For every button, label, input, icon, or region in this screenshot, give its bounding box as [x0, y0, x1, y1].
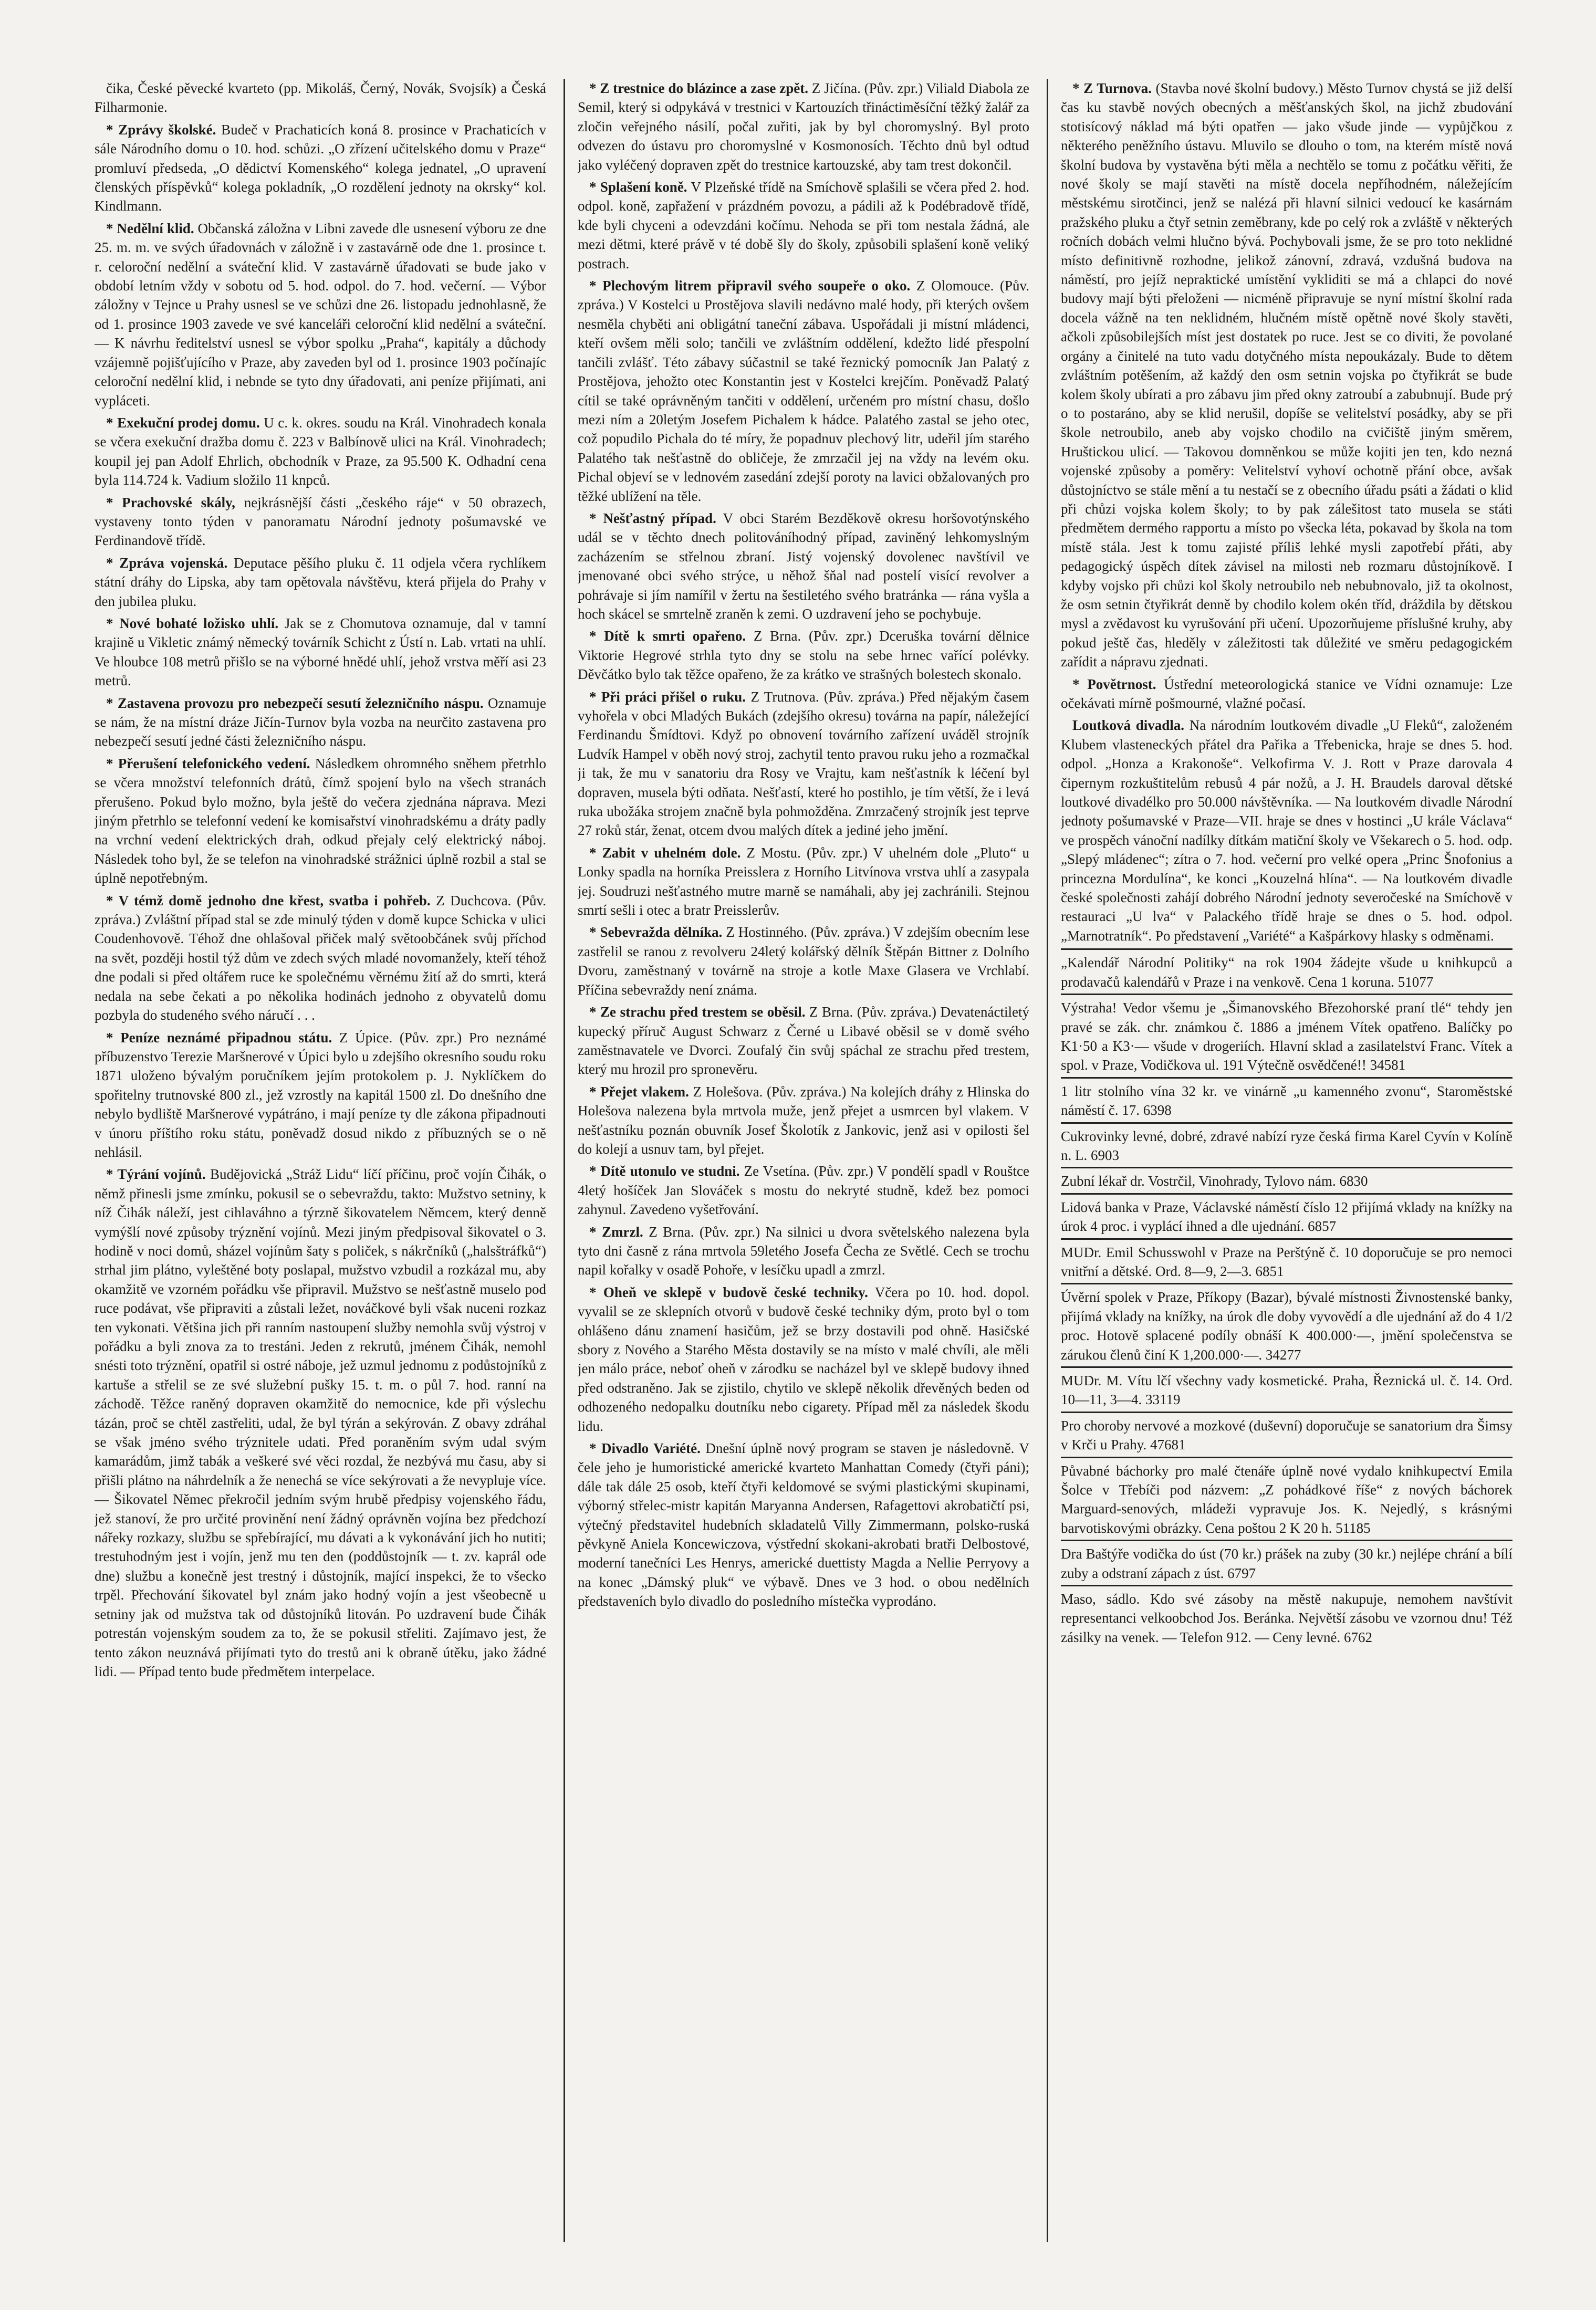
news-headline: * Při práci přišel o ruku. — [589, 688, 746, 705]
news-body: Z Úpice. (Pův. zpr.) Pro neznámé příbuzenstvo Terezie Maršnerové v Úpici bylo u zdejšího okresního soudu roku 1871 uloženo bývalým poručníkem jejím protokolem p. J. Nyklíčkem do spořitelny trutnovské 800 zl., jež vzrostly na kapitál 1500 zl. Do dnešního dne nebylo bydliště Maršnerové vypátráno, i mají peníze ty dle zákona připadnouti v únoru příštího roku státu, poněvadž dosud nikdo z příbuzných se o ně nehlásil. — [95, 1029, 546, 1160]
news-body: Ústřední meteorologická stanice ve Vídni oznamuje: Lze očekávati mírně pošmourné, vlažné počasí. — [1061, 676, 1512, 711]
column-1 — [95, 79, 546, 2242]
news-item — [1061, 716, 1512, 945]
advertisement — [1061, 1122, 1512, 1167]
news-headline: * Zabit v uhelném dole. — [589, 844, 741, 861]
news-body: U c. k. okres. soudu na Král. Vinohradech konala se včera exekuční dražba domu č. 223 v Balbínově ulici na Král. Vinohradech; koupil jej pan Adolf Ehrlich, obchodník v Praze, za 95.500 K. Odhadní cena byla 114.724 k. Vadium složilo 11 knpců. — [95, 414, 546, 488]
news-body: nejkrásnější části „českého ráje“ v 50 obrazech, vystaveny tonto týden v panoramatu Národní jednoty pošumavské ve Ferdinandově třídě. — [95, 494, 546, 549]
news-body: Z Mostu. (Pův. zpr.) V uhelném dole „Pluto“ u Lonky spadla na horníka Preisslera z Horního Litvínova vrstva uhlí a zasypala jej. Soudruzi nešťastného mutre marně se namáhali, aby jej zachránili. Stejnou smrtí sešli i otec a bratr Preisslerův. — [578, 844, 1029, 918]
ad-text: MUDr. Emil Schusswohl v Praze na Perštýně č. 10 doporučuje se pro nemoci vnitřní a dětské. Ord. 8—9, 2—3. 6851 — [1061, 1244, 1512, 1279]
news-body: Z Brna. (Pův. zpr.) Dceruška tovární dělnice Viktorie Hegrové strhla tyto dny se stolu na sebe hrnec vařící polévky. Děvčátko bylo tak těžce opařeno, že za krátko ve strašných bolestech skonalo. — [578, 628, 1029, 683]
news-body: Z Holešova. (Pův. zpráva.) Na kolejích dráhy z Hlinska do Holešova nalezena byla mrtvola muže, jenž přejet a usmrcen byl vlakem. V nešťastníku poznán obuvník Josef Školotík z Jankovic, jenž asi v opilosti šel do kolejí a usnuv tam, byl přejet. — [578, 1083, 1029, 1157]
news-item — [578, 509, 1029, 623]
news-body: Z Jičína. (Pův. zpr.) Viliald Diabola ze Semil, který si odpykává v trestnici v Kartouzích třináctiměsíční těžký žalář za zločin veřejného násilí, počal zuřiti, jak by byl choromyslný. Byl proto odvezen do ústavu pro choromyslné v Kosmonosích. Těchto dnů byl odtud jako vyléčený dopraven zpět do trestnice kartouzské, aby tam trest dokončil. — [578, 80, 1029, 173]
news-headline: * Z trestnice do blázince a zase zpět. — [589, 80, 808, 96]
news-headline: * Zprávy školské. — [106, 121, 216, 138]
news-item — [578, 1162, 1029, 1219]
news-headline: * Dítě utonulo ve studni. — [589, 1163, 740, 1179]
advertisement — [1061, 1283, 1512, 1366]
news-item — [578, 687, 1029, 840]
news-headline: * Sebevražda dělníka. — [589, 924, 723, 940]
news-item — [95, 553, 546, 611]
news-headline: * Zastavena provozu pro nebezpečí sesutí železničního náspu. — [106, 695, 484, 711]
news-body: V Plzeňské třídě na Smíchově splašili se včera před 2. hod. odpol. koně, zapřažení v prázdném povozu, a pádili až k Podébradově třídě, kde byli chyceni a odevzdáni kočímu. Nehoda se při tom nestala žádná, ale mezi dětmi, které právě v té době šly do školy, způsobili splašení koně veliký postrach. — [578, 179, 1029, 271]
news-item — [95, 891, 546, 1025]
advertisement — [1061, 948, 1512, 994]
news-body: Z Olomouce. (Pův. zpráva.) V Kostelci u Prostějova slavili nedávno malé hody, při kterých ovšem nesměla chyběti ani obligátní taneční zábava. Uspořádali ji místní mládenci, kteří ovšem měli solo; tančili ve zvláštním oddělení, kdežto lidé přespolní tančili zvlášť. Této zábavy súčastnil se také řeznický pomocník Jan Palatý z Prostějova, jehožto otec Konstantin jest v Kostelci krejčím. Poněvadž Palatý cítil se také oprávněným tančiti v oddělení, určeném pro místní chasu, došlo mezi ním a 20letým Josefem Pichalem k hádce. Palatého zastal se jeho otec, což popudilo Pichala do té míry, že popadnuv plechový litr, udeřil jím starého Palatého tak nešťastně do obličeje, že zmrzačil jej na vždy na levém oku. Pichal objeví se v lednovém zasedání zdejší poroty na lavici obžalovaných pro těžké ublížení na těle. — [578, 278, 1029, 504]
advertisement — [1061, 1077, 1512, 1122]
advertisement — [1061, 1585, 1512, 1649]
news-item — [578, 1002, 1029, 1079]
news-body: Z Duchcova. (Pův. zpráva.) Zvláštní případ stal se zde minulý týden v domě kupce Schicka v ulici Coudenhovově. Téhož dne ohlašoval přiček malý světoobčánek svůj příchod na svět, později hostil týž dům ve zdech svých mladé novomanžely, kteří téhož dne podali si před oltářem ruce ke společnému věrnému žití až do smrti, která nedala na sebe čekati a po několika hodinách jednoho z obyvatelů domu pozbyla do studeného svého náručí . . . — [95, 892, 546, 1023]
news-item — [1061, 79, 1512, 672]
news-body: Z Brna. (Pův. zpr.) Na silnici u dvora světelského nalezena byla tyto dni časně z rána mrtvola 59letého Josefa Čecha ze Světlé. Cech se trochu napil kořalky v osadě Pohoře, v lesíčku upadl a zmrzl. — [578, 1224, 1029, 1278]
news-body: V obci Starém Bezděkově okresu horšovotýnského udál se v těchto dnech politováníhodný případ, zaviněný lehkomyslným zacházením se střelnou zbraní. Jistý vojenský dovolenec navštívil ve jmenované obci svého strýce, u něhož šňal nad postelí visící revolver a pohrávaje si jím namířil v žertu na šestiletého svého bratránka — rána vyšla a hoch skácel se smrtelně zraněn k zemi. O uzdravení jeho se pochybuje. — [578, 510, 1029, 622]
news-item — [578, 843, 1029, 920]
ad-text: Pro choroby nervové a mozkové (duševní) doporučuje se sanatorium dra Šimsy v Krči u Prahy. 47681 — [1061, 1417, 1512, 1453]
advertisement — [1061, 1540, 1512, 1585]
news-body: čika, České pěvecké kvarteto (pp. Mikoláš, Černý, Novák, Svojsík) a Česká Filharmonie. — [95, 80, 546, 116]
news-body: Včera po 10. hod. dopol. vyvalil se ze sklepních otvorů v budově české techniky dým, proto byl o tom ohlášeno dánu znamení hasičům, jež se brzy dostavili pod ohně. Hasičské sbory z Nového a Starého Města dostavily se na místo v malé chvíli, ale měli jen málo práce, neboť oheň v zárodku se nacházel byl ve sklepě budovy ihned před odstraněno. Jak se zjistilo, chytilo ve sklepě několik dřevěných beden od odhozeného nedopalku doutníku nebo cigarety. Případ měl za následek škodu lidu. — [578, 1284, 1029, 1434]
news-body: Deputace pěšího pluku č. 11 odjela včera rychlíkem státní dráhy do Lipska, aby tam opětovala návštěvu, která přijela do Prahy v den jubilea pluku. — [95, 555, 546, 609]
news-headline: * Ze strachu před trestem se oběsil. — [589, 1004, 806, 1020]
news-headline: * Zpráva vojenská. — [106, 555, 228, 571]
news-headline: * Exekuční prodej domu. — [106, 414, 260, 431]
news-body: Na národním loutkovém divadle „U Fleků“, založeném Klubem vlasteneckých přátel dra Pařika a Třebenicka, hraje se dnes 5. hod. odpol. „Honza a Krakonoše“. Velkofirma V. J. Rott v Praze darovala 4 čipernym rozkuštitelům rebusů 4 pár nožů, a J. H. Braudels daroval dětské loutkové divadélko pro 50.000 návštěvníka. — Na loutkovém divadle Národní jednoty pošumavské v Praze—VII. hraje se dnes v hostinci „U krále Václava“ ve prospěch vánoční nadílky dítkám matiční školy ve Všekarech o 5. hod. odp. „Slepý mládenec“; zítra o 7. hod. večerní pro velké opera „Princ Šnofonius a princezna Mordulína“, ke konci „Kouzelná hlína“. — Na loutkovém divadle české společnosti zahájí dobrého Národní jednoty severočeské na Smíchově v restauraci „U lva“ v Palackého třídě hraje se dnes o 5. hod. odpol. „Marnotratník“. Po představení „Variété“ a Kašpárkovy hlasky s odměnami. — [1061, 717, 1512, 944]
news-body: Z Trutnova. (Pův. zpráva.) Před nějakým časem vyhořela v obci Mladých Bukách (zdejšího okresu) továrna na papír, náležející Ferdinandu Šmídtovi. Když po obnovení továrního zařízení uváděl strojník Ludvík Hampel v oběh nový stroj, zachytil tento pravou ruku jeho a rozmačkal ji tak, že mu v sanatoriu dra Rosy ve Vrajtu, kam nešťastník k léčení byl dopraven, musela býti odňata. Nešťastí, které ho postihlo, je tím větší, že i levá ruka ubožáka strojem značně byla pohmožděna. Zmrzačený strojník jest teprve 27 roků stár, ženat, otcem dvou malých dítek a jediné jeho jmění. — [578, 688, 1029, 839]
news-body: (Stavba nové školní budovy.) Město Turnov chystá se již delší čas ku stavbě nových obecných a měšťanských škol, na jichž zbudování stotisícový náklad má býti opatřen — jako všude jinde — vypůjčkou z některého peněžního ústavu. Mluvilo se dlouho o tom, na kterém místě nová školní budova by vystavěna býti měla a nechtělo se tomu z počátku věřiti, že nové školy se mají stavěti na místě docela nepříhodném, náležejícím městskému sirotčinci, jenž se nalézá při hlavní silnici vedoucí ke kasárnám pražského pluku a čtyř setnin zeměbrany, kde po celý rok a zvláště v některých ročních dobách velmi hlučno bývá. Pochybovali jsme, že se pro toto neklidné místo definitivně rozhodne, jelikož zánovní, zdravá, vzdušná budova na náměstí, pro jejíž nepraktické umístění vykliditi se má a chlapci do nové budovy mají býti přeloženi — nicméně připravuje se nyní místní školní rada docela vážně na ten neklidném, hlučném místě opětně nové školy stavěti, ačkoli způsobilejších míst jest dostatek po ruce. Jest se co diviti, že povolané orgány a činitelé na tuto vadu dotyčného místa nepoukázaly. Bude to dětem zvláštním potěšením, až každý den osm setnin vojska po čtyřikrát se bude kolem školy ubírati a pro zábavu jim před okny zatroubí a zabubnují. Bude prý o to postaráno, aby se klid nerušil, dopíše se velitelství posádky, aby se při škole netroubilo, aneb aby vojsko chodilo na cvičiště jiným směrem, Hruštickou ulicí. — Takovou domněnkou se může kojiti jen ten, kdo nezná vojenské způsoby a poměry: Velitelství vyhoví ochotně přání obce, avšak důstojníctvo se stále mění a tu nestačí se z obecního úřadu psáti a žádati o klid při chůzi vojska kolem školy; to by pak zálešitost tato musela se státi předmětem dermého rapportu a místo po všecka léta, pokavad by škola na tom místě stála. Jest k tomu zajisté příliš lehké mysli zapotřebí přáti, aby pedagogický úspěch dítek závisel na milosti neb rozmaru důstojníkově. I kdyby vojsko při chůzi kol školy netroubilo neb nebubnovalo, již ta okolnost, že osm setnin čtyřikrát denně by chodilo kolem okén tříd, dráždila by dětskou mysl a zvědavost ku vyrušování při učení. Upozorňujeme příslušné kruhy, aby pokud ještě čas, hleděly v záležitosti tak důležité ve směru pedagogickém zařídit a nápravu zjednati. — [1061, 80, 1512, 670]
column-rule-1 — [564, 79, 565, 2242]
news-headline: * Povětrnost. — [1072, 676, 1156, 692]
news-item — [95, 694, 546, 751]
news-body: Ze Vsetína. (Pův. zpr.) V pondělí spadl v Rouštce 4letý hošíček Jan Slováček s mostu do nekryté studně, kdež bez pomoci zahynul. Zavedeno vyšetřování. — [578, 1163, 1029, 1218]
news-body: Z Hostinného. (Pův. zpráva.) V zdejším obecním lese zastřelil se ranou z revolveru 24letý kolářský dělník Štěpán Bittner z Dolního Dvoru, zaměstnaný v továrně na stroje a kotle Maxe Glasera ve Vrchlabí. Příčina sebevraždy není známa. — [578, 924, 1029, 998]
news-headline: * Nešťastný případ. — [589, 510, 716, 526]
advertisement — [1061, 1457, 1512, 1540]
news-item — [578, 177, 1029, 273]
news-item — [95, 79, 546, 117]
news-headline: * Divadlo Variété. — [589, 1440, 701, 1457]
news-item — [578, 1082, 1029, 1159]
ad-text: Maso, sádlo. Kdo své zásoby na městě nakupuje, nemohem navštívit representanci velkoobchod Jos. Beránka. Největší zásobu ve vzornou dnu! Též zásilky na venek. — Telefon 912. — Ceny levné. 6762 — [1061, 1591, 1512, 1645]
ad-text: Cukrovinky levné, dobré, zdravé nabízí ryze česká firma Karel Cyvín v Kolíně n. L. 6903 — [1061, 1128, 1512, 1163]
news-headline: * Peníze neznámé připadnou státu. — [106, 1029, 332, 1046]
news-headline: * Z Turnova. — [1072, 80, 1152, 96]
news-item — [95, 1165, 546, 1681]
news-headline: * Prachovské skály, — [106, 494, 235, 510]
news-item — [95, 120, 546, 216]
news-headline: * Nedělní klid. — [106, 220, 194, 236]
advertisement — [1061, 1193, 1512, 1238]
advertisement — [1061, 1412, 1512, 1457]
news-item — [95, 754, 546, 888]
news-body: Jak se z Chomutova oznamuje, dal v tamní krajině u Vikletic známý německý továrník Schicht z Ústí n. Lab. vrtati na uhlí. Ve hloubce 108 metrů přišlo se na výborné hnědé uhlí, jehož vrstva měří asi 23 metrů. — [95, 615, 546, 689]
news-headline: * Dítě k smrti opařeno. — [589, 628, 746, 644]
news-item — [578, 276, 1029, 506]
news-item — [95, 493, 546, 550]
news-headline: * Plechovým litrem připravil svého soupeře o oko. — [589, 278, 911, 294]
ad-text: 1 litr stolního vína 32 kr. ve vinárně „u kamenného zvonu“, Staroměstské náměstí č. 17. 6398 — [1061, 1083, 1512, 1119]
newspaper-page — [95, 79, 1512, 2242]
news-body: Z Brna. (Pův. zpráva.) Devatenáctiletý kupecký příruč August Schwarz z Černé u Libavé oběsil se v domě svého zaměstnavatele ve Dvorci. Zoufalý čin svůj spáchal ze strachu před trestem, který mu hrozil pro spronevěru. — [578, 1004, 1029, 1078]
news-headline: * V témž domě jednoho dne křest, svatba i pohřeb. — [106, 892, 431, 908]
news-body: Oznamuje se nám, že na místní dráze Jičín-Turnov byla vozba na neurčito zastavena pro nebezpečí sesutí jedné části železničního náspu. — [95, 695, 546, 749]
advertisement — [1061, 994, 1512, 1077]
news-item — [578, 1222, 1029, 1280]
news-body: Budějovická „Stráž Lidu“ líčí příčinu, proč vojín Čihák, o němž přinesli jsme zmínku, pokusil se o sebevraždu, takto: Mužstvo setniny, k níž Čihák náleží, jest cihlaváhno a týrzně šikovatelem Němcem, který denně vymýšlí nové způsoby trýznění vojínů. Mezi jiným předpisoval šikovatel o 3. hodině v noci domů, sházel vojínům šaty s poliček, s nákrčníků („halsštráfků“) strhal jim plátno, vyleštěné boty poslapal, mužstvo vzbudil a rozkázal mu, aby okamžitě ve vzorném pořádku vše připravil. Mužstvo se nešťastně muselo pod ruce podávat, vše připraviti a zůstali ležet, nováčkové byli však nuceni rozkaz ten vykonati. Většina jich při ranním nastoupení služby nemohla svůj výstroj v pořádku a byli znova za to trestáni. Jeden z rekrutů, jménem Čihák, nemohl snésti toto trýznění, opatřil si ostré náboje, jež uzmul jednomu z podůstojníků z kartuše a střelil se ze své služební pušky 15. t. m. o půl 7. hod. ranní na záchodě. Těžce raněný dopraven okamžitě do nemocnice, kde při výslechu tázán, proč se chtěl zastřeliti, udal, že byl týrán a sekýrován. Z obavy zdráhal se však jméno svého trýznitele udati. Před poraněním svým udal svým kamarádům, jimž tabák a veškeré své věci rozdal, že nezbývá mu času, aby si přišli plátno na náhrdelník a že nenechá se více sekýrovati a že nevypluje více. — Šikovatel Němec překročil jedním svým hrubě předpisy vojenského řádu, jež stanoví, že pro určité provinění není žádný oprávněn vojína bez předchozí nářeky rozkazy, službu se spřebírající, mu dávati a k vykonávání jich ho nutiti; trestuhodným jest i vojín, jenž mu ten den (poddůstojník — t. zv. kaprál ode dne) službu a konečně jest trestný i důstojník, mající inspekci, že to všecko trpěl. Přechování šikovatel byl znám jako hodný vojín a jest všeobecně u setniny jak od mužstva tak od důstojníků litován. Po uzdravení bude Čihák potrestán vojenským soudem za to, že se pokusil střeliti. Zajímavo jest, že tento zákon neuznává přijímati tyto do trestů ani k obraně útěku, jako žádné lidi. — Případ tento bude předmětem interpelace. — [95, 1166, 546, 1679]
news-item — [578, 1283, 1029, 1436]
ad-text: Výstraha! Vedor všemu je „Šimanovského Březohorské praní tlé“ tehdy jen pravé se zák. chr. známkou č. 1886 a jménem Vítek opatřeno. Balíčky po K1·50 a K3·— všude v drogeriích. Hlavní sklad a zasilatelství Franc. Vítek a spol. v Praze, Vodičkova ul. 191 Výtečně osvědčené!! 34581 — [1061, 1000, 1512, 1073]
news-headline: * Zmrzl. — [589, 1224, 643, 1240]
ad-text: Lidová banka v Praze, Václavské náměstí číslo 12 přijímá vklady na knížky na úrok 4 proc. i vyplácí ihned a dle ujednání. 6857 — [1061, 1199, 1512, 1235]
news-headline: * Nové bohaté ložisko uhlí. — [106, 615, 279, 631]
ad-text: MUDr. M. Vítu lčí všechny vady kosmetické. Praha, Řeznická ul. č. 14. Ord. 10—11, 3—4. 33119 — [1061, 1373, 1512, 1408]
ad-text: Dra Baštýře vodička do úst (70 kr.) prášek na zuby (30 kr.) nejlépe chrání a bílí zuby a odstraní zápach z úst. 6797 — [1061, 1546, 1512, 1581]
news-headline: * Přerušení telefonického vedení. — [106, 755, 310, 771]
news-headline: * Týrání vojínů. — [106, 1166, 206, 1183]
news-item — [95, 1028, 546, 1162]
news-item — [1061, 675, 1512, 713]
ad-text: Zubní lékař dr. Vostrčil, Vinohrady, Tylovo nám. 6830 — [1061, 1173, 1368, 1189]
advertisement — [1061, 1238, 1512, 1283]
news-body: Občanská záložna v Libni zavede dle usnesení výboru ze dne 25. m. m. ve svých úřadovnách v záložně i v zastavárně ode dne 1. prosince t. r. celoroční nedělní a sváteční klid. V zastavárně úřadovati se bude jako v období letním vždy v sobotu od 5. hod. odpol. do 7. hod. večerní. — Výbor záložny v Tejnce u Prahy usnesl se ve schůzi dne 26. listopadu jednohlasně, že od 1. prosince 1903 zavede ve své kanceláři celoroční klid nedělní a sváteční. — K návrhu ředitelství usnesl se výbor spolku „Praha“, kapitály a důchody vzájemně pojišťujícího v Praze, aby zaveden byl od 1. prosince 1903 počínajíc celoroční nedělní klid, i nebnde se tyto dny úřadovati, ani peníze přijímati, ani vypláceti. — [95, 220, 546, 409]
news-headline: * Splašení koně. — [589, 179, 687, 195]
column-2 — [578, 79, 1029, 2242]
news-body: Dnešní úplně nový program se staven je následovně. V čele jeho je humoristické americké kvarteto Manhattan Comedy (čtyři páni); dále tak dále 25 osob, kteří čtyři keldomové se svými plastickými skupinami, výborný střelec-mistr kapitán Maryanna Andersen, Rafagettovi akrobatičtí psi, výtečný představitel hudebních skladatelů Villy Zimmermann, polsko-ruská pěvkyně Aniela Koncewiczova, výstřední skokani-akrobati bratři Delbostové, moderní tanečníci Les Henrys, americké duettisty Magda a Nellie Perryovy a na konec „Dámský pluk“ ve výbavě. Dnes ve 3 hod. o obou nedělních představeních bylo divadlo do posledního místečka vyprodáno. — [578, 1440, 1029, 1609]
advertisement — [1061, 1167, 1512, 1193]
news-headline: * Oheň ve sklepě v budově české techniky. — [589, 1284, 868, 1300]
news-body: Následkem ohromného sněhem přetrhlo se včera množství telefonních drátů, čímž spojení bylo na všech stranách přerušeno. Pokud bylo možno, byla ještě do večera zjednána náprava. Mezi jiným přetrhlo se telefonní vedení ke komisařství vinohradskému a dráty padly na vrchní vedení elektrických drah, odkud přejaly celý elektrický náboj. Následek toho byl, že se telefon na vinohradské strážnici úplně rozbil a stal se úplně nepotřebným. — [95, 755, 546, 886]
news-body: Budeč v Prachaticích koná 8. prosince v Prachaticích v sále Národního domu o 10. hod. schůzi. „O zřízení učitelského domu v Praze“ promluví předseda, „O dědictví Komenského“ kolega jednatel, „O upravení členských příspěvků“ kolega pokladník, „O rozdělení jednoty na okrsky“ kol. Kindlmann. — [95, 121, 546, 214]
news-item — [95, 413, 546, 490]
news-item — [95, 219, 546, 410]
news-item — [578, 79, 1029, 174]
column-3 — [1061, 79, 1512, 2242]
ad-text: „Kalendář Národní Politiky“ na rok 1904 žádejte všude u knihkupců a prodavačů kalendářů v Praze i na venkově. Cena 1 koruna. 51077 — [1061, 955, 1512, 990]
column-rule-2 — [1047, 79, 1048, 2242]
news-item — [578, 626, 1029, 684]
news-item — [578, 1439, 1029, 1611]
ad-text: Půvabné báchorky pro malé čtenáře úplně nové vydalo knihkupectví Emila Šolce v Třebíči pod názvem: „Z pohádkové říše“ z nových báchorek Marguard-senových, mládeži vypravuje Jos. K. Nejedlý, s krásnými barvotiskovými obrázky. Cena poštou 2 K 20 h. 51185 — [1061, 1462, 1512, 1536]
ad-text: Úvěrní spolek v Praze, Příkopy (Bazar), bývalé místnosti Živnostenské banky, přijímá vklady na knížky, na úrok dle doby vyvovědí a dle ujednání až do 4 1/2 proc. Hotově splacené podíly obnáší K 400.000·—, jmění společenstva se zárukou členů činí K 1,200.000·—. 34277 — [1061, 1289, 1512, 1363]
news-headline: Loutková divadla. — [1072, 717, 1185, 734]
news-item — [95, 614, 546, 691]
news-headline: * Přejet vlakem. — [589, 1083, 689, 1100]
news-item — [578, 923, 1029, 999]
advertisement — [1061, 1366, 1512, 1412]
